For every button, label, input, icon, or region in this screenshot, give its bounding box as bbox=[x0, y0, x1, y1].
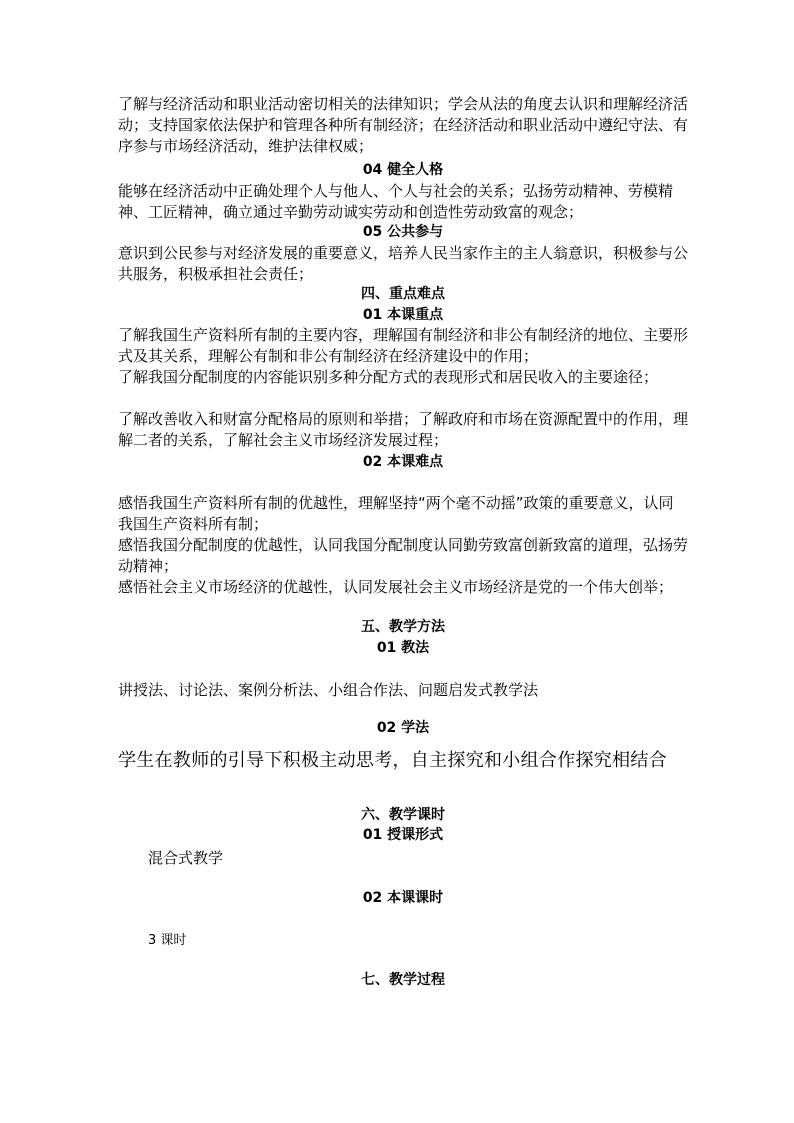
heading-key-difficult-points: 四、重点难点 bbox=[361, 286, 445, 302]
heading-difficult-points: 02 本课难点 bbox=[362, 454, 444, 470]
difficult-point-market: 感悟社会主义市场经济的优越性，认同发展社会主义市场经济是党的一个伟大创举； bbox=[118, 578, 674, 596]
heading-teaching-method: 01 教法 bbox=[376, 640, 430, 656]
heading-teaching-process: 七、教学过程 bbox=[361, 972, 445, 988]
key-point-ownership: 了解我国生产资料所有制的主要内容，理解国有制经济和非公有制经济的地位、主要形式及其关系，理解公有制和非公有制经济在经济建设中的作用； bbox=[118, 326, 689, 365]
heading-public-participation: 05 公共参与 bbox=[362, 224, 444, 240]
legal-knowledge-paragraph: 了解与经济活动和职业活动密切相关的法律知识；学会从法的角度去认识和理解经济活动；支持国家依法保护和管理各种所有制经济；在经济活动和职业活动中遵纪守法、有序参与市场经济活动，维护法律权威； bbox=[118, 95, 689, 155]
heading-healthy-personality: 04 健全人格 bbox=[362, 162, 444, 178]
difficult-point-distribution: 感悟我国分配制度的优越性，认同我国分配制度认同勤劳致富创新致富的道理，弘扬劳动精神； bbox=[118, 536, 689, 575]
lesson-hours-value: 3 课时 bbox=[148, 933, 187, 948]
teaching-format-value: 混合式教学 bbox=[148, 849, 224, 867]
heading-class-hours: 六、教学课时 bbox=[361, 807, 445, 823]
heading-learning-method: 02 学法 bbox=[376, 720, 430, 736]
key-point-market: 了解改善收入和财富分配格局的原则和举措；了解政府和市场在资源配置中的作用，理解二者的关系，了解社会主义市场经济发展过程； bbox=[118, 410, 689, 449]
difficult-point-ownership: 感悟我国生产资料所有制的优越性，理解坚持“两个毫不动摇”政策的重要意义，认同我国生产资料所有制； bbox=[118, 494, 674, 533]
learning-method-text: 学生在教师的引导下积极主动思考，自主探究和小组合作探究相结合 bbox=[118, 750, 667, 771]
healthy-personality-paragraph: 能够在经济活动中正确处理个人与他人、个人与社会的关系；弘扬劳动精神、劳模精神、工匠精神，确立通过辛勤劳动诚实劳动和创造性劳动致富的观念； bbox=[118, 182, 674, 221]
heading-teaching-methods: 五、教学方法 bbox=[361, 619, 445, 635]
heading-key-points: 01 本课重点 bbox=[362, 307, 444, 323]
heading-teaching-format: 01 授课形式 bbox=[362, 827, 444, 843]
heading-lesson-hours: 02 本课课时 bbox=[362, 890, 444, 906]
key-point-distribution: 了解我国分配制度的内容能识别多种分配方式的表现形式和居民收入的主要途径； bbox=[118, 368, 659, 386]
teaching-method-list: 讲授法、讨论法、案例分析法、小组合作法、问题启发式教学法 bbox=[118, 681, 539, 699]
public-participation-paragraph: 意识到公民参与对经济发展的重要意义，培养人民当家作主的主人翁意识，积极参与公共服务，积极承担社会责任； bbox=[118, 244, 689, 283]
